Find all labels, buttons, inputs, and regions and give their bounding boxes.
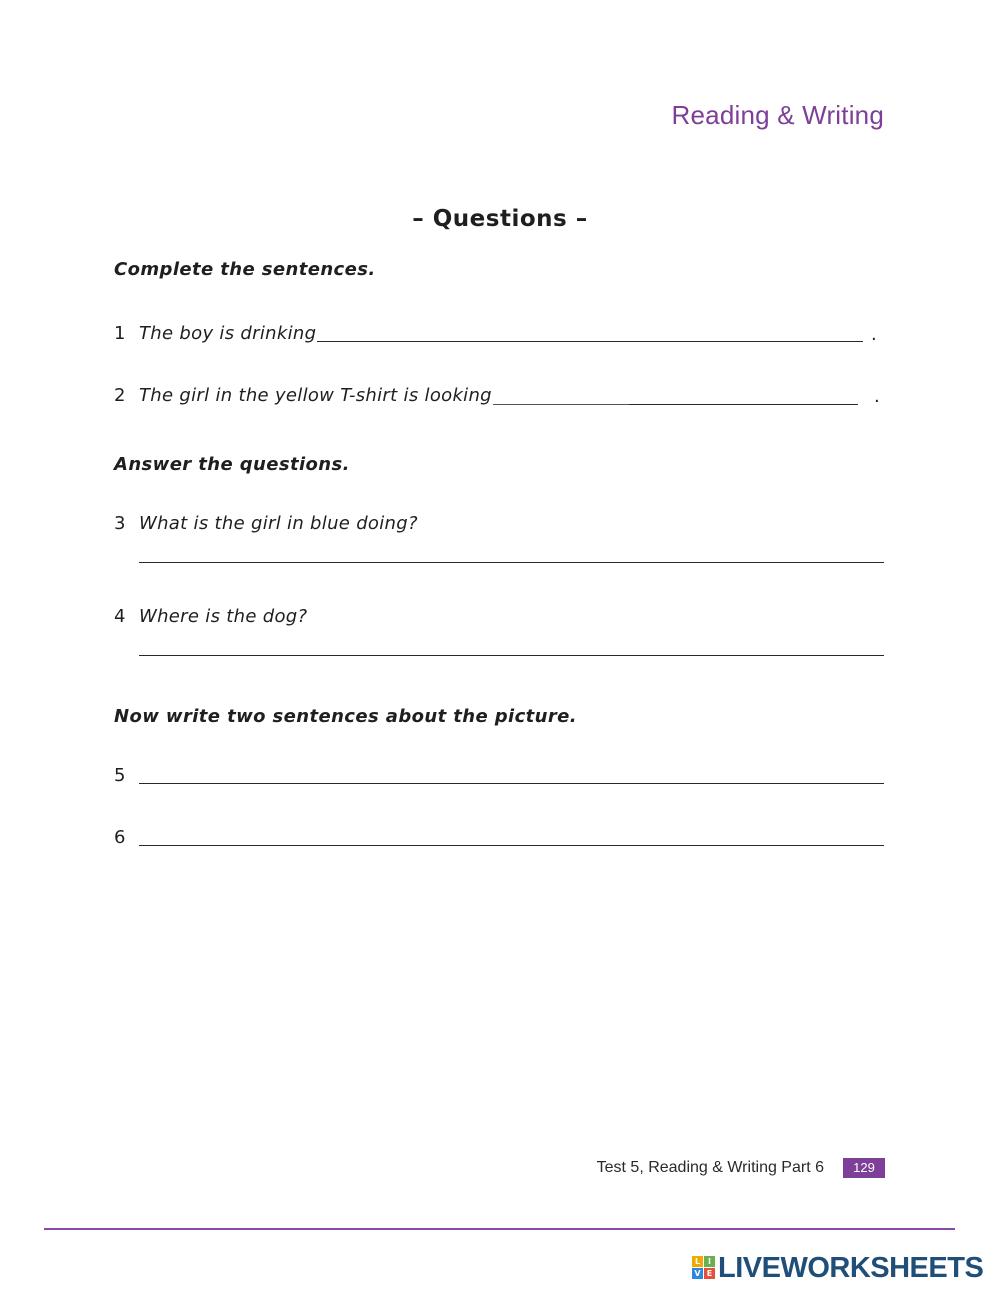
- answer-blank-2b[interactable]: [629, 404, 858, 405]
- instruction-complete: Complete the sentences.: [114, 259, 376, 280]
- answer-line-5[interactable]: [139, 783, 884, 784]
- question-number-5: 5: [114, 765, 126, 786]
- logo-tile-v: V: [692, 1268, 703, 1279]
- answer-line-4[interactable]: [139, 655, 884, 656]
- brand-watermark: [692, 1253, 983, 1283]
- question-number-2: 2: [114, 385, 126, 406]
- answer-line-6[interactable]: [139, 845, 884, 846]
- question-number-4: 4: [114, 606, 126, 627]
- question-number-6: 6: [114, 827, 126, 848]
- logo-tile-l: L: [692, 1256, 703, 1267]
- answer-blank-1[interactable]: [317, 341, 863, 342]
- question-text-3: What is the girl in blue doing?: [139, 513, 418, 534]
- sentence-end-1: .: [871, 324, 877, 345]
- page-number-badge: 129: [843, 1158, 885, 1178]
- instruction-write: Now write two sentences about the picture.: [114, 706, 578, 727]
- sentence-end-2: .: [874, 386, 880, 407]
- page-title: – Questions –: [412, 206, 588, 232]
- question-number-3: 3: [114, 513, 126, 534]
- logo-tile-i: I: [704, 1256, 715, 1267]
- liveworksheets-logo-icon: [692, 1256, 716, 1280]
- question-text-4: Where is the dog?: [139, 606, 308, 627]
- logo-tile-e: E: [704, 1268, 715, 1279]
- footer-label: Test 5, Reading & Writing Part 6: [596, 1159, 824, 1176]
- brand-name: LIVEWORKSHEETS: [718, 1251, 984, 1284]
- section-header: Reading & Writing: [671, 100, 884, 130]
- question-text-1: The boy is drinking: [139, 323, 317, 344]
- footer-divider: [44, 1228, 955, 1230]
- answer-blank-2a[interactable]: [493, 404, 629, 405]
- question-number-1: 1: [114, 323, 126, 344]
- instruction-answer: Answer the questions.: [114, 454, 350, 475]
- question-text-2: The girl in the yellow T-shirt is looking: [139, 385, 492, 406]
- answer-line-3[interactable]: [139, 562, 884, 563]
